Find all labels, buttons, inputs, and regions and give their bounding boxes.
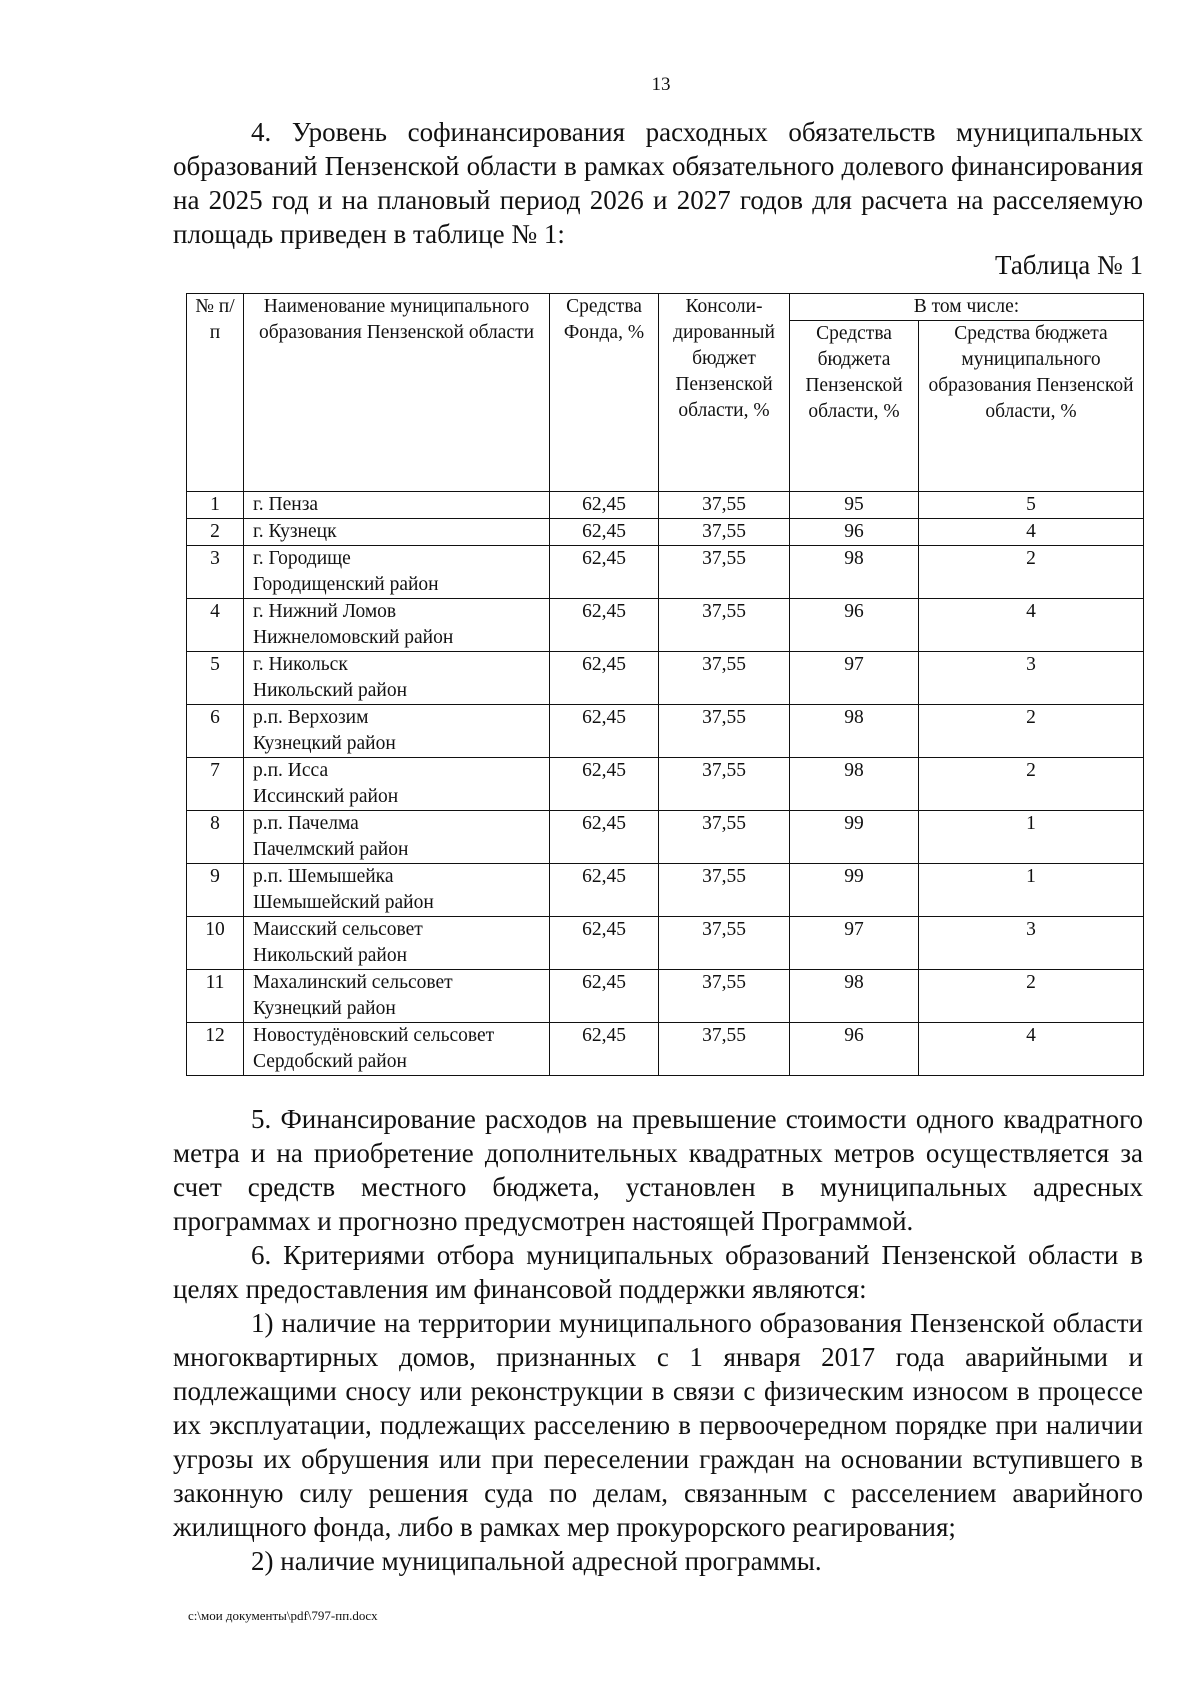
row-number: 5 (187, 652, 244, 705)
municipal-share: 4 (919, 599, 1144, 652)
row-number: 10 (187, 917, 244, 970)
table-row (187, 599, 1144, 652)
fund-share: 62,45 (550, 705, 659, 758)
consolidated-share: 37,55 (659, 864, 790, 917)
regional-share: 98 (790, 970, 919, 1023)
row-number: 11 (187, 970, 244, 1023)
municipal-share: 4 (919, 1023, 1144, 1076)
municipal-share: 2 (919, 546, 1144, 599)
municipality-name-line-1: г. Никольск (253, 654, 348, 675)
fund-share: 62,45 (550, 811, 659, 864)
municipality-name-line-1: г. Пенза (253, 494, 319, 515)
table-row (187, 652, 1144, 705)
regional-share: 96 (790, 599, 919, 652)
fund-share: 62,45 (550, 1023, 659, 1076)
regional-share: 99 (790, 811, 919, 864)
header-fund: Средства Фонда, % (550, 294, 659, 492)
municipality-name-line-2: Нижнеломовский район (253, 627, 454, 648)
table-row (187, 811, 1144, 864)
table-row (187, 705, 1144, 758)
consolidated-share: 37,55 (659, 970, 790, 1023)
table-row (187, 546, 1144, 599)
table-body (187, 492, 1144, 1076)
municipality-name-line-2: Пачелмский район (253, 839, 409, 860)
consolidated-share: 37,55 (659, 492, 790, 519)
consolidated-share: 37,55 (659, 917, 790, 970)
municipality-name-line-1: г. Городище (253, 548, 351, 569)
municipality-name-line-1: Махалинский сельсовет (253, 972, 453, 993)
consolidated-share: 37,55 (659, 758, 790, 811)
table-row (187, 917, 1144, 970)
municipal-share: 2 (919, 970, 1144, 1023)
municipality-name (244, 758, 550, 811)
header-consolidated: Консоли-дированный бюджет Пензенской области, % (659, 294, 790, 492)
municipality-name-line-1: р.п. Верхозим (253, 707, 369, 728)
municipal-share: 2 (919, 758, 1144, 811)
paragraph-5: 5. Финансирование расходов на превышение стоимости одного квадратного метра и на приобретение дополнительных квадратных метров осуществляется за счет средств местного бюджета, установлен в муниципальных адресных программах и прогнозно предусмотрен настоящей Программой. (173, 1104, 1143, 1236)
municipality-name-line-1: Новостудёновский сельсовет (253, 1025, 495, 1046)
cofinancing-table (186, 293, 1144, 1076)
municipality-name-line-1: р.п. Шемышейка (253, 866, 394, 887)
table-row (187, 519, 1144, 546)
municipality-name (244, 519, 550, 546)
consolidated-share: 37,55 (659, 705, 790, 758)
municipality-name (244, 917, 550, 970)
fund-share: 62,45 (550, 970, 659, 1023)
regional-share: 98 (790, 758, 919, 811)
row-number: 1 (187, 492, 244, 519)
municipality-name-line-2: Шемышейский район (253, 892, 434, 913)
row-number: 2 (187, 519, 244, 546)
table-header-row (187, 294, 1144, 321)
municipal-share: 3 (919, 917, 1144, 970)
fund-share: 62,45 (550, 599, 659, 652)
row-number: 6 (187, 705, 244, 758)
municipal-share: 4 (919, 519, 1144, 546)
municipality-name-line-2: Кузнецкий район (253, 733, 396, 754)
municipality-name (244, 546, 550, 599)
header-name: Наименование муниципального образования Пензенской области (244, 294, 550, 492)
page-number: 13 (651, 74, 671, 95)
municipality-name-line-1: р.п. Пачелма (253, 813, 359, 834)
table-caption: Таблица № 1 (995, 250, 1143, 280)
regional-share: 96 (790, 519, 919, 546)
municipality-name-line-1: р.п. Исса (253, 760, 329, 781)
table-row (187, 758, 1144, 811)
row-number: 7 (187, 758, 244, 811)
header-including: В том числе: (790, 294, 1144, 321)
municipal-share: 2 (919, 705, 1144, 758)
municipality-name-line-1: Маисский сельсовет (253, 919, 423, 940)
municipality-name (244, 492, 550, 519)
municipality-name (244, 705, 550, 758)
municipality-name-line-2: Кузнецкий район (253, 998, 396, 1019)
regional-share: 98 (790, 546, 919, 599)
municipality-name-line-2: Иссинский район (253, 786, 399, 807)
fund-share: 62,45 (550, 758, 659, 811)
municipality-name-line-2: Сердобский район (253, 1051, 407, 1072)
fund-share: 62,45 (550, 492, 659, 519)
municipality-name (244, 599, 550, 652)
fund-share: 62,45 (550, 519, 659, 546)
municipal-share: 1 (919, 864, 1144, 917)
consolidated-share: 37,55 (659, 811, 790, 864)
municipality-name (244, 970, 550, 1023)
table-row (187, 492, 1144, 519)
regional-share: 99 (790, 864, 919, 917)
regional-share: 95 (790, 492, 919, 519)
regional-share: 96 (790, 1023, 919, 1076)
regional-share: 98 (790, 705, 919, 758)
consolidated-share: 37,55 (659, 652, 790, 705)
municipality-name-line-2: Никольский район (253, 945, 408, 966)
municipality-name (244, 864, 550, 917)
fund-share: 62,45 (550, 546, 659, 599)
footer-file-path: c:\мои документы\pdf\797-пп.docx (188, 1608, 378, 1623)
municipality-name-line-2: Никольский район (253, 680, 408, 701)
municipality-name (244, 652, 550, 705)
consolidated-share: 37,55 (659, 519, 790, 546)
municipality-name-line-1: г. Нижний Ломов (253, 601, 397, 622)
municipal-share: 1 (919, 811, 1144, 864)
row-number: 12 (187, 1023, 244, 1076)
municipality-name (244, 1023, 550, 1076)
municipal-share: 3 (919, 652, 1144, 705)
header-municipal: Средства бюджета муниципального образования Пензенской области, % (919, 321, 1144, 492)
municipal-share: 5 (919, 492, 1144, 519)
paragraph-6: 6. Критериями отбора муниципальных образований Пензенской области в целях предоставления им финансовой поддержки являются: (173, 1240, 1143, 1304)
row-number: 9 (187, 864, 244, 917)
table-row (187, 970, 1144, 1023)
table-row (187, 1023, 1144, 1076)
row-number: 3 (187, 546, 244, 599)
municipality-name-line-1: г. Кузнецк (253, 521, 337, 542)
regional-share: 97 (790, 652, 919, 705)
fund-share: 62,45 (550, 864, 659, 917)
paragraph-6-item-1: 1) наличие на территории муниципального образования Пензенской области многоквартирных домов, признанных с 1 января 2017 года аварийными и подлежащими сносу или реконструкции в связи с физическим износом в процессе их эксплуатации, подлежащих расселению в первоочередном порядке при наличии угрозы их обрушения или при переселении граждан на основании вступившего в законную силу решения суда по делам, связанным с расселением аварийного жилищного фонда, либо в рамках мер прокурорского реагирования; (173, 1308, 1143, 1542)
regional-share: 97 (790, 917, 919, 970)
row-number: 4 (187, 599, 244, 652)
municipality-name (244, 811, 550, 864)
fund-share: 62,45 (550, 652, 659, 705)
paragraph-4: 4. Уровень софинансирования расходных обязательств муниципальных образований Пензенской области в рамках обязательного долевого финансирования на 2025 год и на плановый период 2026 и 2027 годов для расчета на расселяемую площадь приведен в таблице № 1: (173, 117, 1143, 249)
paragraph-6-item-2: 2) наличие муниципальной адресной программы. (251, 1546, 822, 1576)
header-regional: Средства бюджета Пензенской области, % (790, 321, 919, 492)
consolidated-share: 37,55 (659, 1023, 790, 1076)
fund-share: 62,45 (550, 917, 659, 970)
table-row (187, 864, 1144, 917)
consolidated-share: 37,55 (659, 599, 790, 652)
row-number: 8 (187, 811, 244, 864)
header-num: № п/п (187, 294, 244, 492)
consolidated-share: 37,55 (659, 546, 790, 599)
municipality-name-line-2: Городищенский район (253, 574, 439, 595)
